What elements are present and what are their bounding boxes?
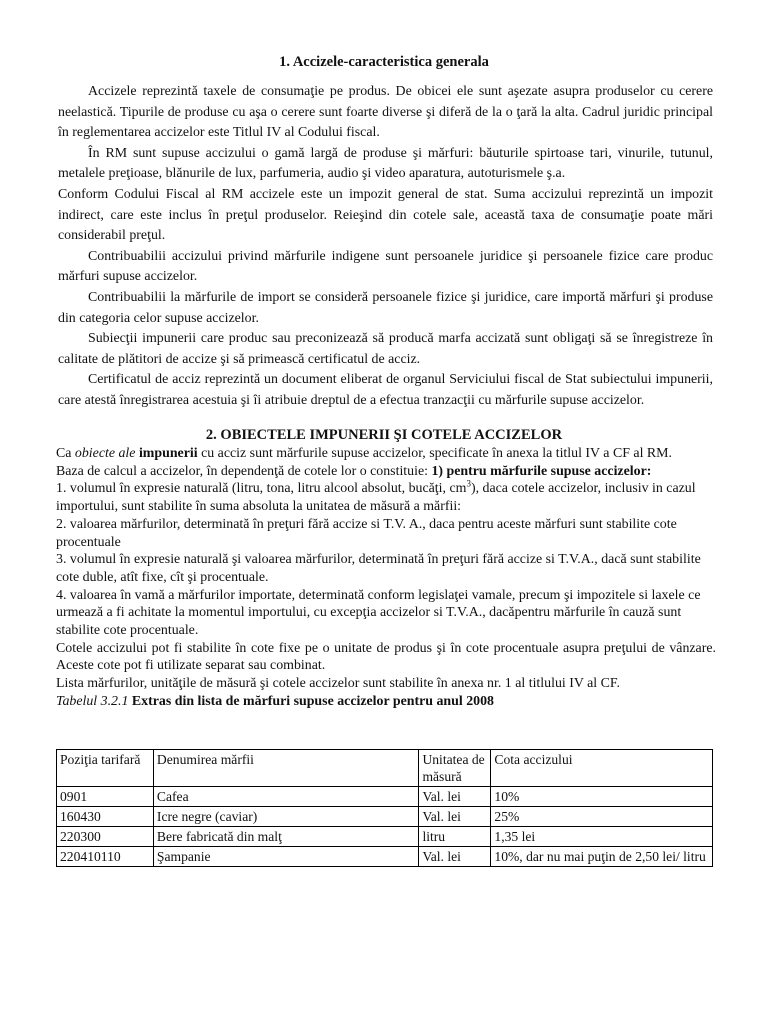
table-cell: Val. lei [419,807,491,827]
table-cell: Val. lei [419,847,491,867]
list-item: 2. valoarea mărfurilor, determinată în preţuri fără accize si T.V. A., daca pentru aceste mărfuri sunt stabilite cote procentuale [56,516,677,550]
table-row [57,847,713,867]
table-cell: 10%, dar nu mai puţin de 2,50 lei/ litru [491,847,713,867]
table-cell: Val. lei [419,787,491,807]
table-row [57,787,713,807]
section2-body [56,445,716,711]
paragraph: Contribuabilii accizului privind mărfurile indigene sunt persoanele juridice şi persoanele fizice care produc mărfuri supuse accizelor. [58,248,713,285]
base-paragraph: Baza de calcul a accizelor, în dependenţă de cotele lor o constituie: 1) pentru mărfurile supuse accizelor: [56,463,652,479]
paragraph: Contribuabilii la mărfurile de import se consideră persoanele fizice şi juridice, care importă mărfuri şi produse din categoria celor supuse accizelor. [58,289,713,326]
paragraph: Subiecţii impunerii care produc sau preconizează să producă marfa accizată sunt obligaţi să se înregistreze în calitate de plătitori de accize şi să primească certificatul de acciz. [58,331,713,367]
lista-paragraph: Lista mărfurilor, unităţile de măsură şi cotele accizelor sunt stabilite în anexa nr. 1 al titlului IV al CF. [56,676,620,692]
list-item: 4. valoarea în vamă a mărfurilor importate, determinată conform legislaţei vamale, precum şi impozitele si laxele ce urmează a fi achitate la momentul importului, cu excepţia accizelor si T.V.A., dacăpentru mărfurile în cauză sunt stabilite cote procentuale. [56,587,701,639]
intro-paragraph: Ca obiecte ale impunerii cu acciz sunt mărfurile supuse accizelor, specificate în anexa la titlul IV a CF al RM. [56,446,672,461]
header-cell: Poziţia tarifară [57,750,154,787]
table-row [57,807,713,827]
table-cell: 25% [491,807,713,827]
table-cell: Bere fabricată din malţ [153,827,419,847]
paragraph: Certificatul de acciz reprezintă un document eliberat de organul Serviciului fiscal de Stat subiectului impunerii, care atestă înregistrarea acestuia şi îi atribuie dreptul de a efectua tranzacţii cu mărfurile supuse accizelor. [58,372,713,408]
table-caption: Tabelul 3.2.1 Extras din lista de mărfuri supuse accizelor pentru anul 2008 [56,693,494,709]
table-row [57,827,713,847]
paragraph: Accizele reprezintă taxele de consumaţie pe produs. De obicei ele sunt aşezate asupra produselor cu cerere neelastică. Tipurile de produse cu aşa o cerere sunt foarte diverse şi diferă de la o ţară la alta. Cadrul juridic principal în reglementarea accizelor este Titlul IV al Codului fiscal. [58,84,713,141]
table-cell: litru [419,827,491,847]
table-cell: 10% [491,787,713,807]
header-cell: Denumirea mărfii [153,750,419,787]
header-cell: Unitatea de măsură [419,750,491,787]
excise-table [56,749,713,867]
cote-paragraph: Cotele accizului pot fi stabilite în cote fixe pe o unitate de produs şi în cote procentuale asupra preţului de vânzare. Aceste cote pot fi utilizate separat sau combinat. [56,640,716,674]
header-cell: Cota accizului [491,750,713,787]
section1-body [58,82,713,412]
section2-title: 2. OBIECTELE IMPUNERII ŞI COTELE ACCIZELOR [205,427,563,443]
table-cell: 220410110 [57,847,154,867]
list-item: 3. volumul în expresie naturală şi valoarea mărfurilor, determinată în preţuri fără accize si T.V.A., dacă sunt stabilite cote duble, atît fixe, cît şi procentuale. [56,552,701,585]
table-cell: Icre negre (caviar) [153,807,419,827]
table-cell: Cafea [153,787,419,807]
paragraph: Conform Codului Fiscal al RM accizele este un impozit general de stat. Suma accizului reprezintă un impozit indirect, care este inclus în preţul produselor. Reieşind din cotele sale, această taxa de consumaţie poate mări considerabil preţul. [58,186,713,244]
table-cell: 0901 [57,787,154,807]
paragraph: În RM sunt supuse accizului o gamă largă de produse şi mărfuri: băuturile spirtoase tari, vinurile, tutunul, metalele preţioase, blănurile de lux, parfumeria, audio şi video aparatura, autoturismele ş.a. [58,145,713,182]
table-cell: Şampanie [153,847,419,867]
table-header-row [57,750,713,787]
table-cell: 160430 [57,807,154,827]
table-cell: 1,35 lei [491,827,713,847]
section1-title: 1. Accizele-caracteristica generala [279,54,489,70]
table-cell: 220300 [57,827,154,847]
list-item: 1. volumul în expresie naturală (litru, tona, litru alcool absolut, bucăţi, $cm^3$), daca cotele accizelor, inclusiv in cazul importului, sunt stabilite în suma absoluta la unitatea de măsură a mărfii: [56,478,696,515]
